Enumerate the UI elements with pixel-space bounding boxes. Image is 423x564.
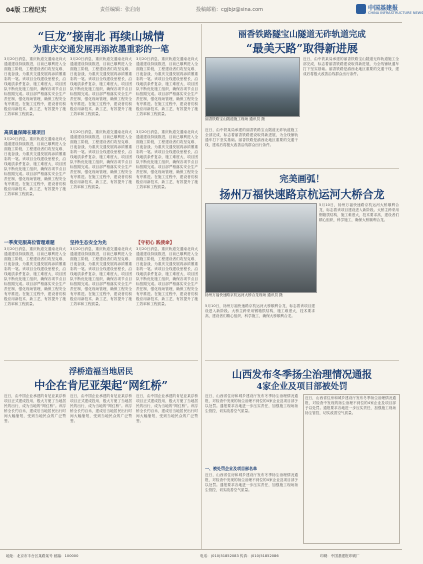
article-headline: 中企在肯尼亚架起“网红桥”: [34, 379, 168, 392]
article-headline: “巨龙”接南北 再续山城情: [37, 30, 165, 43]
article-body: 近日，由中国企业承建的肯尼亚某浮桥项目正式建成投用，极大方便了当地居民的出行，成为当地的“网红桥”。该浮桥全长约百米，建成后当地居民出行时间大幅缩短，受到当地民众的广泛赞誉。: [70, 394, 132, 423]
article-kicker: 浮桥造福当地居民: [69, 366, 133, 376]
article-body: 3月20日消息，重庆轨道交通南北向大通道建设持续推进，目前已顺利进入全面施工阶段，工程建设者们攻坚克难、日夜奋战，为重庆交通发展再添浓墨重彩的一笔。该项目全线建设里程长，沿线地质条件复杂，施工难度大，项目团队不断优化施工组织，确保各项节点目标按期完成。项目部严格落实安全生产责任制，强化现场管理，确保工程安全有序推进。在施工过程中，建设者们积极应用新技术、新工艺，有效提升了施工效率和工程质量。: [136, 57, 198, 116]
article-yangzhou-bridge: [205, 170, 399, 320]
submission-email: 投稿邮箱：cgjbjz@sina.com: [196, 7, 263, 13]
section-divider: [205, 168, 399, 169]
page-number-section: 04版 工程纪实: [6, 7, 47, 14]
photo-caption: 扬州万福快速路京杭运河大桥合龙现场 通讯员 摄: [205, 293, 283, 297]
article-body: 近日，由中铁某局承建的丽香铁路宝山隧道无砟轨道施工全部完成，标志着丽香铁路建设取得新进展，为全线铺轨通车打下坚实基础。丽香铁路是滇西北地区重要的交通干线，建成后将极大改善沿线群众出行条件。: [303, 57, 399, 76]
footer-phone: 电话：(010)51852083 传真：(010)51852086: [200, 554, 279, 558]
footer-print: 印刷：中国基建报印刷厂: [320, 554, 360, 558]
section-heading: 高质量保障在建项目: [4, 131, 46, 136]
newspaper-logo: [356, 3, 423, 19]
editor-credit: 责任编辑：张启南: [100, 7, 141, 13]
article-headline: “最美天路”取得新进展: [246, 42, 358, 55]
article-subhead: 4家企业及项目部被处罚: [256, 382, 348, 392]
article-subhead: 为重庆交通发展再添浓墨重彩的一笔: [32, 45, 169, 55]
logo-subtext: CHINA INFRASTRUCTURE NEWS: [368, 11, 423, 15]
article-shanxi-dust: [205, 364, 399, 546]
article-body: 3月20日消息，重庆轨道交通南北向大通道建设持续推进，目前已顺利进入全面施工阶段，工程建设者们攻坚克难、日夜奋战，为重庆交通发展再添浓墨重彩的一笔。该项目全线建设里程长，沿线地质条件复杂，施工难度大，项目团队不断优化施工组织，确保各项节点目标按期完成。项目部严格落实安全生产责任制，强化现场管理，确保工程安全有序推进。在施工过程中，建设者们积极应用新技术、新工艺，有效提升了施工效率和工程质量。: [136, 130, 198, 189]
logo-mark-icon: [356, 4, 366, 14]
article-kicker: 完美画弧！: [279, 175, 325, 185]
list-title: 一、被处罚企业及项目部名单: [205, 466, 257, 471]
article-headline: 山西发布冬季扬尘治理情况通报: [232, 370, 372, 381]
tunnel-photo: [205, 57, 300, 117]
logo-text: 中国基建报: [368, 5, 399, 12]
page-header: [0, 0, 423, 23]
article-headline: 扬州万福快速路京杭运河大桥合龙: [219, 188, 385, 201]
article-body: 近日，山西省住房和城乡建设厅发布冬季扬尘治理情况通报，对检查中发现的扬尘治理不到位的4家企业及项目部予以处罚。通报要求各地进一步压实责任，加强施工现场扬尘管控，切实改善空气质量。: [205, 473, 298, 492]
article-body: 3月20日消息，重庆轨道交通南北向大通道建设持续推进，目前已顺利进入全面施工阶段，工程建设者们攻坚克难、日夜奋战，为重庆交通发展再添浓墨重彩的一笔。该项目全线建设里程长，沿线地质条件复杂，施工难度大，项目团队不断优化施工组织，确保各项节点目标按期完成。项目部严格落实安全生产责任制，强化现场管理，确保工程安全有序推进。在施工过程中，建设者们积极应用新技术、新工艺，有效提升了施工效率和工程质量。: [70, 57, 132, 116]
article-chongqing: [4, 26, 198, 356]
article-body: 3月20日消息，重庆轨道交通南北向大通道建设持续推进，目前已顺利进入全面施工阶段，工程建设者们攻坚克难、日夜奋战，为重庆交通发展再添浓墨重彩的一笔。该项目全线建设里程长，沿线地质条件复杂，施工难度大，项目团队不断优化施工组织，确保各项节点目标按期完成。项目部严格落实安全生产责任制，强化现场管理，确保工程安全有序推进。在施工过程中，建设者们积极应用新技术、新工艺，有效提升了施工效率和工程质量。: [4, 247, 66, 306]
page-footer: [0, 549, 402, 564]
article-body: 5月10日，扬州万福快速路京杭运河大桥顺利合龙，标志着该项目建设进入新阶段。大桥主跨采用钢箱拱结构，施工难度大，技术要求高，建设者们精心组织，科学施工，确保大桥顺利合龙。: [205, 304, 315, 318]
article-body: 3月20日消息，重庆轨道交通南北向大通道建设持续推进，目前已顺利进入全面施工阶段，工程建设者们攻坚克难、日夜奋战，为重庆交通发展再添浓墨重彩的一笔。该项目全线建设里程长，沿线地质条件复杂，施工难度大，项目团队不断优化施工组织，确保各项节点目标按期完成。项目部严格落实安全生产责任制，强化现场管理，确保工程安全有序推进。在施工过程中，建设者们积极应用新技术、新工艺，有效提升了施工效率和工程质量。: [4, 57, 66, 116]
section-heading: 坚持生态安全为先: [70, 241, 107, 246]
article-kenya-bridge: [4, 364, 198, 546]
article-body: 3月20日消息，重庆轨道交通南北向大通道建设持续推进，目前已顺利进入全面施工阶段，工程建设者们攻坚克难、日夜奋战，为重庆交通发展再添浓墨重彩的一笔。该项目全线建设里程长，沿线地质条件复杂，施工难度大，项目团队不断优化施工组织，确保各项节点目标按期完成。项目部严格落实安全生产责任制，强化现场管理，确保工程安全有序推进。在施工过程中，建设者们积极应用新技术、新工艺，有效提升了施工效率和工程质量。: [70, 130, 132, 189]
section-heading: 一季度克服高位管理难题: [4, 241, 55, 246]
article-lijiang-railway: [205, 26, 399, 166]
column-divider: [201, 24, 202, 549]
photo-caption: 丽香铁路宝山隧道施工现场 通讯员 摄: [205, 117, 265, 121]
penalty-list: 近日，山西省住房和城乡建设厅发布冬季扬尘治理情况通报，对检查中发现的扬尘治理不到位的4家企业及项目部予以处罚。通报要求各地进一步压实责任，加强施工现场扬尘管控，切实改善空气质量。: [305, 396, 396, 415]
section-heading: 【守初心 践使命】: [136, 241, 175, 246]
article-body: 近日，山西省住房和城乡建设厅发布冬季扬尘治理情况通报，对检查中发现的扬尘治理不到位的4家企业及项目部予以处罚。通报要求各地进一步压实责任，加强施工现场扬尘管控，切实改善空气质量。: [205, 394, 298, 413]
article-body: 3月20日消息，重庆轨道交通南北向大通道建设持续推进，目前已顺利进入全面施工阶段，工程建设者们攻坚克难、日夜奋战，为重庆交通发展再添浓墨重彩的一笔。该项目全线建设里程长，沿线地质条件复杂，施工难度大，项目团队不断优化施工组织，确保各项节点目标按期完成。项目部严格落实安全生产责任制，强化现场管理，确保工程安全有序推进。在施工过程中，建设者们积极应用新技术、新工艺，有效提升了施工效率和工程质量。: [70, 247, 132, 306]
article-body: 5月10日，扬州万福快速路京杭运河大桥顺利合龙，标志着该项目建设进入新阶段。大桥主跨采用钢箱拱结构，施工难度大，技术要求高，建设者们精心组织，科学施工，确保大桥顺利合龙。: [319, 203, 399, 222]
footer-address: 地址：北京市丰台区某路某号 邮编：100000: [6, 554, 79, 558]
article-body: 3月20日消息，重庆轨道交通南北向大通道建设持续推进，目前已顺利进入全面施工阶段，工程建设者们攻坚克难、日夜奋战，为重庆交通发展再添浓墨重彩的一笔。该项目全线建设里程长，沿线地质条件复杂，施工难度大，项目团队不断优化施工组织，确保各项节点目标按期完成。项目部严格落实安全生产责任制，强化现场管理，确保工程安全有序推进。在施工过程中，建设者们积极应用新技术、新工艺，有效提升了施工效率和工程质量。: [136, 247, 198, 306]
article-body: 近日，由中铁某局承建的丽香铁路宝山隧道无砟轨道施工全部完成，标志着丽香铁路建设取得新进展，为全线铺轨通车打下坚实基础。丽香铁路是滇西北地区重要的交通干线，建成后将极大改善沿线群众出行条件。: [205, 128, 298, 147]
article-body: 近日，由中国企业承建的肯尼亚某浮桥项目正式建成投用，极大方便了当地居民的出行，成为当地的“网红桥”。该浮桥全长约百米，建成后当地居民出行时间大幅缩短，受到当地民众的广泛赞誉。: [4, 394, 66, 423]
article-kicker: 丽香铁路隧宝山隧道无砟轨道完成: [238, 30, 366, 40]
section-divider: [205, 360, 399, 361]
section-divider: [4, 360, 198, 361]
article-body: 3月20日消息，重庆轨道交通南北向大通道建设持续推进，目前已顺利进入全面施工阶段，工程建设者们攻坚克难、日夜奋战，为重庆交通发展再添浓墨重彩的一笔。该项目全线建设里程长，沿线地质条件复杂，施工难度大，项目团队不断优化施工组织，确保各项节点目标按期完成。项目部严格落实安全生产责任制，强化现场管理，确保工程安全有序推进。在施工过程中，建设者们积极应用新技术、新工艺，有效提升了施工效率和工程质量。: [4, 137, 66, 196]
article-body: 近日，由中国企业承建的肯尼亚某浮桥项目正式建成投用，极大方便了当地居民的出行，成为当地的“网红桥”。该浮桥全长约百米，建成后当地居民出行时间大幅缩短，受到当地民众的广泛赞誉。: [136, 394, 198, 423]
bridge-photo: [205, 203, 317, 293]
